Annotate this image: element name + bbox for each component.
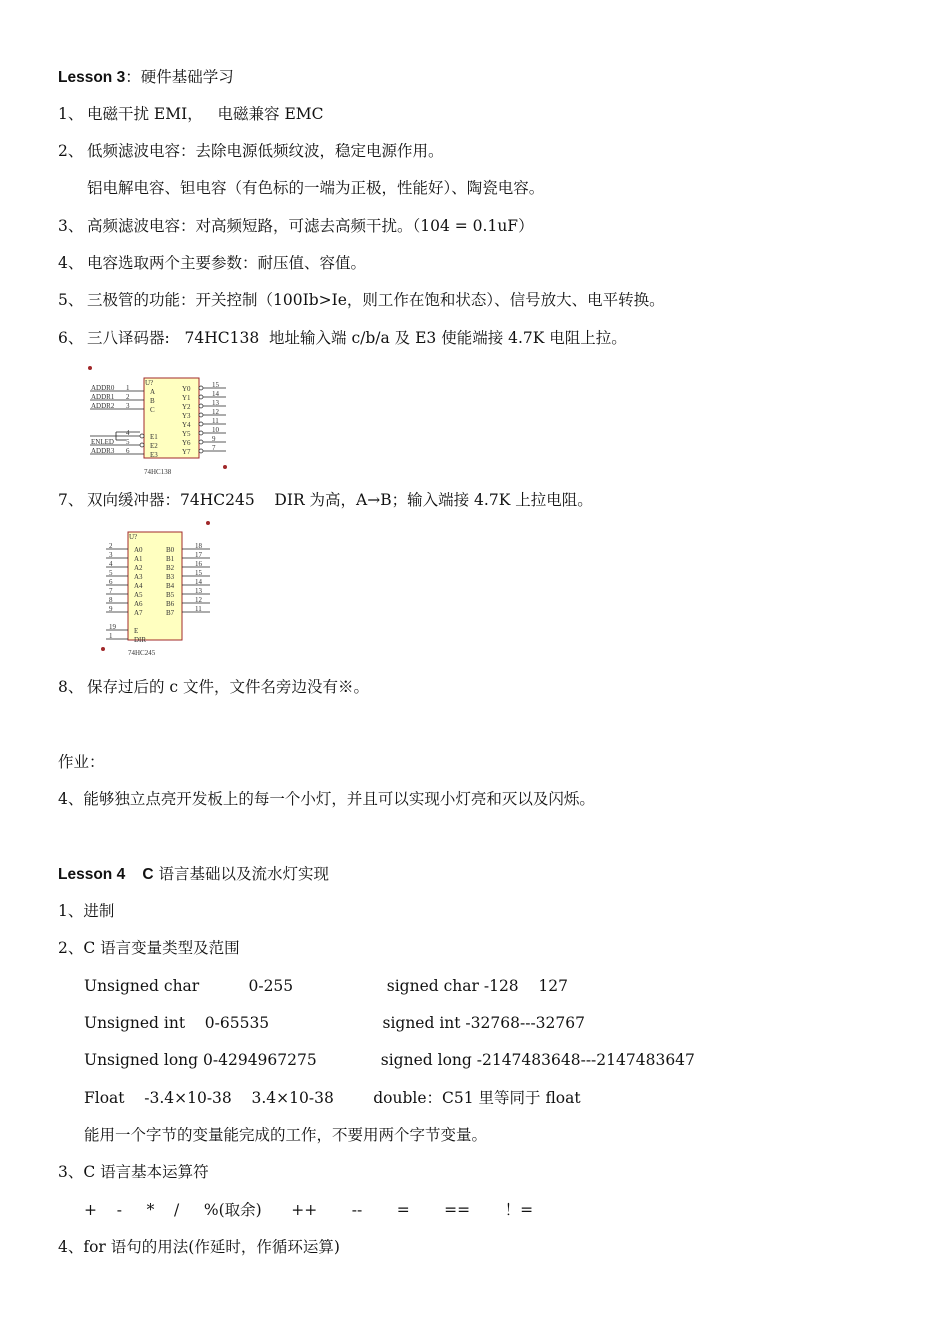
schematic-74hc138 (86, 364, 236, 479)
pin-number: 4 (126, 429, 130, 437)
item-number: 6、 (58, 329, 84, 347)
pin-number: 10 (212, 426, 219, 434)
list-item (58, 104, 324, 124)
item-text: 保存过后的 c 文件，文件名旁边没有※。 (87, 678, 370, 696)
pin-number: 7 (109, 587, 113, 595)
lesson3-title (58, 67, 234, 88)
pin-number: 11 (212, 417, 219, 425)
net-label: ADDR1 (91, 393, 115, 401)
lesson4-line: + - * / %(取余) ++ -- = == ！= (84, 1201, 534, 1219)
list-item (87, 178, 544, 198)
item-text: 铝电解电容、钽电容（有色标的一端为正极，性能好）、陶瓷电容。 (87, 179, 545, 197)
list-item (58, 253, 366, 273)
marker-dot (206, 521, 210, 525)
pin-number: 9 (109, 605, 113, 613)
lesson4-line: Float -3.4×10-38 3.4×10-38 double：C51 里等同于 float (84, 1089, 581, 1107)
pin-number: 12 (195, 596, 202, 604)
pin-number: 5 (109, 569, 113, 577)
pin-number: 14 (212, 390, 219, 398)
pin-label: A0 (134, 546, 143, 554)
pin-label: B1 (166, 555, 175, 563)
homework-item: 4、能够独立点亮开发板上的每一个小灯，并且可以实现小灯亮和灭以及闪烁。 (58, 790, 595, 808)
lesson4-title-rest: 语言基础以及流水灯实现 (153, 865, 330, 883)
item-number: 4、 (58, 254, 84, 272)
pin-label: A (150, 388, 156, 396)
item-number: 7、 (58, 491, 84, 509)
marker-dot (88, 366, 92, 370)
pin-label: B7 (166, 609, 175, 617)
pin-label: Y3 (182, 412, 191, 420)
list-item (58, 328, 627, 348)
pin-number: 2 (109, 542, 113, 550)
pin-number: 6 (109, 578, 113, 586)
list-item (58, 677, 369, 697)
pin-label: Y4 (182, 421, 191, 429)
pin-number: 13 (212, 399, 219, 407)
pin-number: 19 (109, 623, 116, 631)
pin-label: B0 (166, 546, 175, 554)
pin-label: A3 (134, 573, 143, 581)
lesson3-title-rest: ：硬件基础学习 (125, 68, 234, 86)
pin-label: A1 (134, 555, 143, 563)
item-text: 三极管的功能：开关控制（100Ib>Ie，则工作在饱和状态）、信号放大、电平转换。 (87, 291, 665, 309)
lesson4-line: 1、进制 (58, 902, 115, 920)
pin-number: 12 (212, 408, 219, 416)
lesson4-line: Unsigned char 0-255 signed char -128 127 (84, 977, 568, 995)
ic-ref: U? (129, 533, 138, 541)
pin-number: 8 (109, 596, 113, 604)
pin-number: 15 (195, 569, 202, 577)
pin-label: DIR (134, 636, 147, 644)
pin-number: 18 (195, 542, 202, 550)
pin-number: 16 (195, 560, 202, 568)
list-item (58, 490, 593, 510)
pin-label: B (150, 397, 155, 405)
pin-number: 11 (195, 605, 202, 613)
pin-number: 9 (212, 435, 216, 443)
pin-number: 13 (195, 587, 202, 595)
lesson4-title (58, 864, 329, 885)
item-number: 8、 (58, 678, 84, 696)
pin-label: E1 (150, 433, 158, 441)
pin-number: 17 (195, 551, 202, 559)
pin-number: 15 (212, 381, 219, 389)
pin-label: A2 (134, 564, 143, 572)
lesson4-line: 能用一个字节的变量能完成的工作，不要用两个字节变量。 (84, 1126, 488, 1144)
schematic-74hc245 (98, 518, 223, 660)
pin-label: Y0 (182, 385, 191, 393)
item-text: 三八译码器: 74HC138 地址输入端 c/b/a 及 E3 使能端接 4.7K 电阻上拉。 (87, 329, 627, 347)
item-text: 电容选取两个主要参数：耐压值、容值。 (87, 254, 367, 272)
item-number: 2、 (58, 142, 84, 160)
pin-number: 3 (109, 551, 113, 559)
ic-ref: U? (145, 379, 154, 387)
item-text: 双向缓冲器：74HC245 DIR 为高，A→B；输入端接 4.7K 上拉电阻。 (87, 491, 593, 509)
marker-dot (223, 465, 227, 469)
item-number: 5、 (58, 291, 84, 309)
pin-label: E3 (150, 451, 158, 459)
pin-label: Y7 (182, 448, 191, 456)
item-text: 高频滤波电容：对高频短路，可滤去高频干扰。（104 = 0.1uF） (87, 217, 534, 235)
lesson4-line: 4、for 语句的用法(作延时，作循环运算) (58, 1238, 340, 1256)
lesson4-line: 2、C 语言变量类型及范围 (58, 939, 240, 957)
marker-dot (101, 647, 105, 651)
pin-label: A5 (134, 591, 143, 599)
pin-number: 4 (109, 560, 113, 568)
item-text: 电磁干扰 EMI， 电磁兼容 EMC (87, 105, 324, 123)
lesson4-line: 3、C 语言基本运算符 (58, 1163, 209, 1181)
item-text: 低频滤波电容：去除电源低频纹波，稳定电源作用。 (87, 142, 444, 160)
lesson4-line: Unsigned long 0-4294967275 signed long -2147483648---2147483647 (84, 1051, 695, 1069)
net-label: ADDR3 (91, 447, 115, 455)
net-label: ENLED (91, 438, 114, 446)
pin-label: C (150, 406, 155, 414)
pin-number: 1 (126, 384, 130, 392)
lesson4-title-bold: Lesson 4 C (58, 866, 154, 883)
pin-label: A4 (134, 582, 143, 590)
pin-number: 6 (126, 447, 130, 455)
pin-label: Y5 (182, 430, 191, 438)
pin-number: 14 (195, 578, 202, 586)
pin-number: 2 (126, 393, 130, 401)
pin-label: Y2 (182, 403, 191, 411)
pin-label: E (134, 627, 139, 635)
pin-label: A7 (134, 609, 143, 617)
lesson3-title-bold: Lesson 3 (58, 69, 126, 86)
list-item (58, 290, 665, 310)
homework-title: 作业： (58, 753, 105, 771)
pin-number: 1 (109, 632, 113, 640)
pin-label: B6 (166, 600, 175, 608)
ic-part: 74HC138 (144, 468, 172, 476)
pin-label: Y1 (182, 394, 191, 402)
pin-label: B5 (166, 591, 175, 599)
pin-number: 5 (126, 438, 130, 446)
pin-label: B2 (166, 564, 175, 572)
item-number: 3、 (58, 217, 84, 235)
pin-label: Y6 (182, 439, 191, 447)
ic-part: 74HC245 (128, 649, 156, 657)
list-item (58, 216, 534, 236)
net-label: ADDR2 (91, 402, 115, 410)
pin-label: E2 (150, 442, 158, 450)
pin-label: B3 (166, 573, 175, 581)
pin-label: A6 (134, 600, 143, 608)
lesson4-line: Unsigned int 0-65535 signed int -32768---32767 (84, 1014, 585, 1032)
pin-number: 7 (212, 444, 216, 452)
list-item (58, 141, 444, 161)
pin-number: 3 (126, 402, 130, 410)
pin-label: B4 (166, 582, 175, 590)
item-number: 1、 (58, 105, 84, 123)
net-label: ADDR0 (91, 384, 115, 392)
